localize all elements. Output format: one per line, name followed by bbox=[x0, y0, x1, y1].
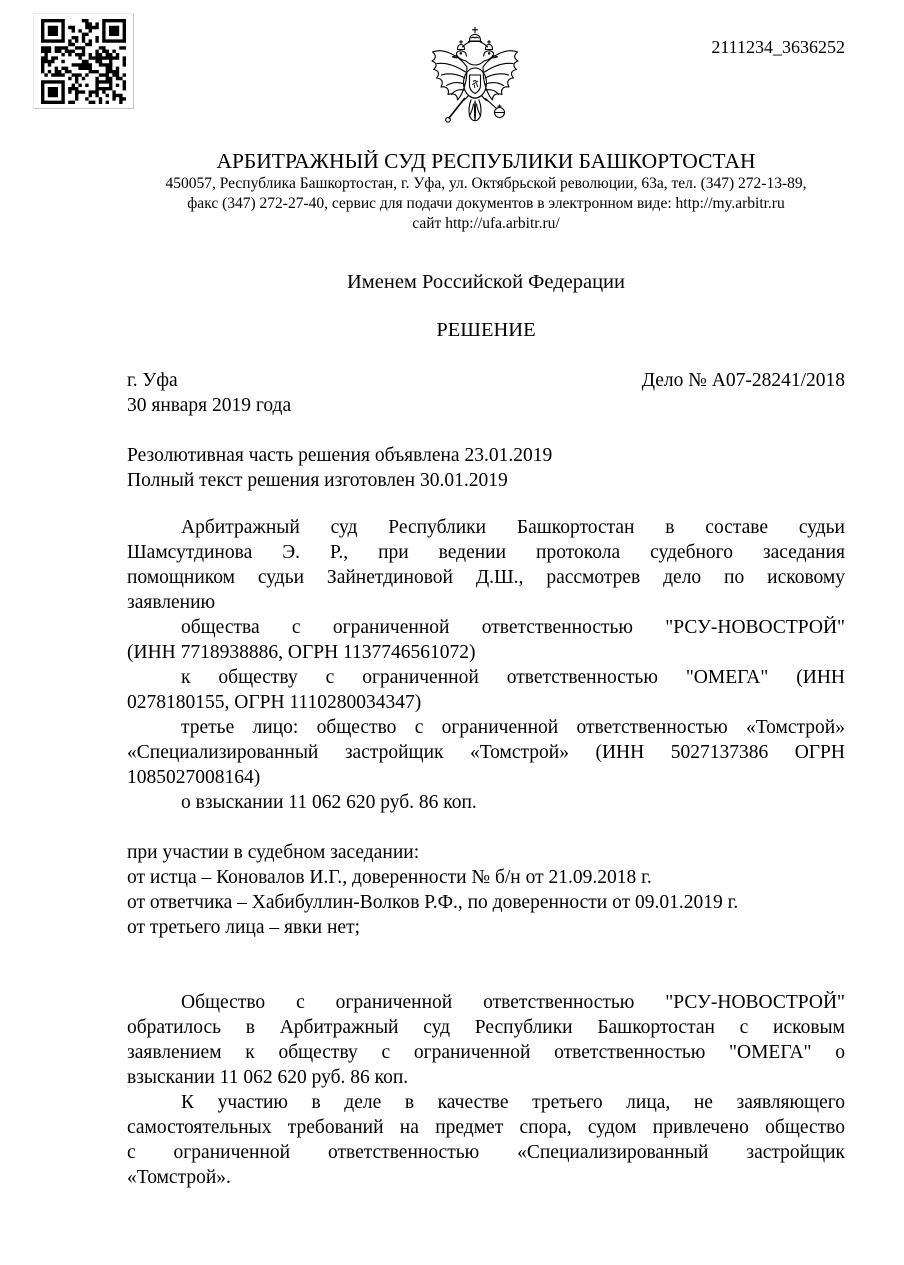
case-number: Дело № А07-28241/2018 bbox=[641, 370, 845, 391]
text-line: 1085027008164) bbox=[127, 767, 261, 788]
text-line: К участию в деле в качестве третьего лица, не заявляющего bbox=[181, 1092, 845, 1113]
text-line: 0278180155, ОГРН 1110280034347) bbox=[127, 692, 422, 713]
text-line: о взыскании 11 062 620 руб. 86 коп. bbox=[181, 792, 477, 813]
text-line: обратилось в Арбитражный суд Республики Башкортостан с исковым bbox=[127, 1017, 845, 1038]
decision-body-block bbox=[127, 990, 845, 1190]
text-line: «Специализированный застройщик «Томстрой» (ИНН 5027137386 ОГРН bbox=[127, 742, 845, 763]
attendance-defendant: от ответчика – Хабибуллин-Волков Р.Ф., по доверенности от 09.01.2019 г. bbox=[127, 892, 739, 913]
text-line: заявлению bbox=[127, 592, 216, 613]
text-line: самостоятельных требований на предмет спора, судом привлечено общество bbox=[127, 1117, 845, 1138]
text-line: Общество с ограниченной ответственностью "РСУ-НОВОСТРОЙ" bbox=[181, 992, 845, 1013]
paragraph-filing bbox=[127, 990, 845, 1090]
text-line: Арбитражный суд Республики Башкортостан в составе судьи bbox=[181, 517, 845, 538]
city-case-row bbox=[127, 368, 845, 393]
text-line: к обществу с ограниченной ответственностью "ОМЕГА" (ИНН bbox=[181, 667, 845, 688]
qr-code-image bbox=[41, 19, 126, 104]
paragraph-third-party-joinder bbox=[127, 1090, 845, 1190]
text-line: заявлением к обществу с ограниченной ответственностью "ОМЕГА" о bbox=[127, 1042, 845, 1063]
court-website-line: сайт http://ufa.arbitr.ru/ bbox=[412, 215, 560, 232]
attendance-third-party: от третьего лица – явки нет; bbox=[127, 917, 361, 938]
text-line: общества с ограниченной ответственностью "РСУ-НОВОСТРОЙ" bbox=[181, 617, 845, 638]
document-number: 2111234_3636252 bbox=[711, 37, 845, 57]
coat-of-arms-icon bbox=[428, 26, 522, 140]
paragraph-claim-amount bbox=[127, 790, 845, 815]
document-content bbox=[127, 148, 845, 1190]
announcement-block bbox=[127, 443, 845, 493]
attendance-block bbox=[127, 840, 845, 940]
court-address bbox=[127, 174, 845, 234]
text-line: с ограниченной ответственностью «Специализированный застройщик bbox=[127, 1142, 845, 1163]
court-address-line: 450057, Республика Башкортостан, г. Уфа, ул. Октябрьской революции, 63а, тел. (347) 272-13-89, bbox=[165, 175, 807, 192]
text-line: Шамсутдинова Э. Р., при ведении протокола судебного заседания bbox=[127, 542, 845, 563]
paragraph-defendant bbox=[127, 665, 845, 715]
in-the-name-heading: Именем Российской Федерации bbox=[346, 271, 625, 293]
paragraph-third-party bbox=[127, 715, 845, 790]
attendance-heading: при участии в судебном заседании: bbox=[127, 842, 420, 863]
attendance-plaintiff: от истца – Коновалов И.Г., доверенности № б/н от 21.09.2018 г. bbox=[127, 867, 652, 888]
text-line: третье лицо: общество с ограниченной ответственностью «Томстрой» bbox=[181, 717, 845, 738]
case-intro-block bbox=[127, 515, 845, 815]
resolutive-part-line: Резолютивная часть решения объявлена 23.01.2019 bbox=[127, 445, 553, 466]
full-text-line: Полный текст решения изготовлен 30.01.2019 bbox=[127, 470, 508, 491]
text-line: (ИНН 7718938886, ОГРН 1137746561072) bbox=[127, 642, 476, 663]
court-address-line: факс (347) 272-27-40, сервис для подачи документов в электронном виде: http://my.arbitr.ru bbox=[187, 195, 785, 212]
paragraph-court-composition bbox=[127, 515, 845, 615]
text-line: помощником судьи Зайнетдиновой Д.Ш., рассмотрев дело по исковому bbox=[127, 567, 845, 588]
court-name: АРБИТРАЖНЫЙ СУД РЕСПУБЛИКИ БАШКОРТОСТАН bbox=[216, 149, 756, 173]
city-label: г. Уфа bbox=[127, 370, 178, 391]
decision-date: 30 января 2019 года bbox=[127, 395, 292, 416]
text-line: «Томстрой». bbox=[127, 1167, 231, 1188]
paragraph-plaintiff bbox=[127, 615, 845, 665]
text-line: взыскании 11 062 620 руб. 86 коп. bbox=[127, 1067, 409, 1088]
decision-title: РЕШЕНИЕ bbox=[436, 319, 536, 341]
qr-code bbox=[33, 13, 134, 109]
